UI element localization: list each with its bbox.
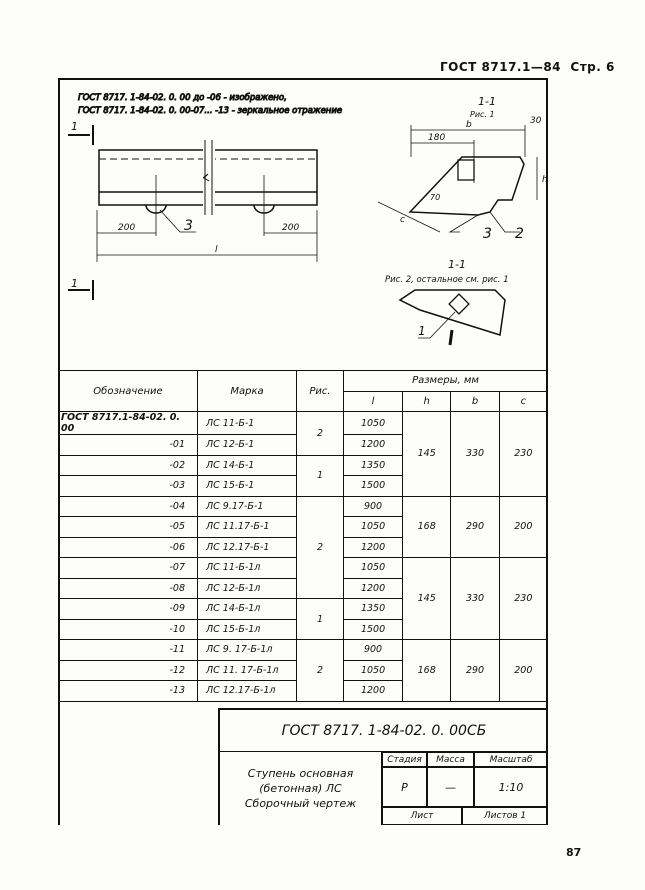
b-cell: 330	[451, 558, 499, 640]
title-block	[218, 708, 548, 825]
mark-cell: ЛС 12.17-Б-1	[198, 537, 297, 558]
scale-label: Масштаб	[474, 752, 548, 767]
designation-cell: -09	[59, 599, 198, 620]
fig-cell: 2	[297, 496, 344, 599]
col-designation: Обозначение	[59, 371, 198, 412]
mark-cell: ЛС 12-Б-1л	[198, 578, 297, 599]
note-line-1: ГОСТ 8717. 1-84-02. 0. 00 до -06 - изображено,	[78, 93, 287, 103]
dim-c: c	[400, 215, 405, 225]
table-row	[59, 640, 548, 661]
h-cell: 168	[403, 496, 451, 558]
col-h: h	[403, 391, 451, 412]
b-cell: 330	[451, 412, 499, 497]
c-cell: 230	[499, 412, 547, 497]
l-cell: 1200	[344, 435, 403, 456]
l-cell: 1200	[344, 681, 403, 702]
c-cell: 200	[499, 496, 547, 558]
designation-cell: -05	[59, 517, 198, 538]
fig-cell: 2	[297, 640, 344, 702]
fig-cell: 1	[297, 455, 344, 496]
l-cell: 1350	[344, 599, 403, 620]
designation-cell: -03	[59, 476, 198, 497]
col-l: l	[344, 391, 403, 412]
dim-30: 30	[530, 116, 542, 126]
step-section-fig1	[410, 157, 524, 215]
callout-2: 2	[515, 226, 524, 242]
section-mark-top: 1	[71, 120, 78, 133]
l-cell: 1050	[344, 517, 403, 538]
mark-cell: ЛС 11. 17-Б-1л	[198, 660, 297, 681]
mark-cell: ЛС 9. 17-Б-1л	[198, 640, 297, 661]
b-cell: 290	[451, 496, 499, 558]
designation-cell: -11	[59, 640, 198, 661]
l-cell: 1200	[344, 578, 403, 599]
fig-cell: 2	[297, 412, 344, 456]
step-section-fig2	[400, 290, 505, 335]
b-cell: 290	[451, 640, 499, 702]
mark-cell: ЛС 12.17-Б-1л	[198, 681, 297, 702]
name-line-2: (бетонная) ЛС	[259, 782, 342, 795]
fig1-caption: Рис. 1	[470, 110, 495, 119]
dim-180: 180	[428, 133, 446, 143]
designation-cell: -10	[59, 619, 198, 640]
l-cell: 900	[344, 640, 403, 661]
page-number: 87	[566, 846, 582, 859]
designation-cell: -06	[59, 537, 198, 558]
mark-cell: ЛС 11-Б-1л	[198, 558, 297, 579]
mark-cell: ЛС 14-Б-1	[198, 455, 297, 476]
beam-elevation	[99, 140, 317, 215]
l-cell: 1050	[344, 660, 403, 681]
elements-table	[58, 370, 548, 702]
mark-cell: ЛС 12-Б-1	[198, 435, 297, 456]
designation-cell: -12	[59, 660, 198, 681]
fig2-caption: Рис. 2, остальное см. рис. 1	[385, 275, 509, 285]
l-cell: 1050	[344, 558, 403, 579]
mass-value: —	[427, 767, 474, 807]
sheet-label: Лист	[382, 807, 462, 825]
l-cell: 1200	[344, 537, 403, 558]
designation-cell: -13	[59, 681, 198, 702]
col-b: b	[451, 391, 499, 412]
drawing-designation: ГОСТ 8717. 1-84-02. 0. 00СБ	[220, 710, 548, 752]
designation-cell: -07	[59, 558, 198, 579]
designation-cell: -08	[59, 578, 198, 599]
fig1-title: 1-1	[478, 95, 496, 108]
designation-cell: ГОСТ 8717.1-84-02. 0. 00	[59, 412, 198, 435]
standard-number: ГОСТ 8717.1—84	[440, 60, 562, 74]
mark-cell: ЛС 9.17-Б-1	[198, 496, 297, 517]
name-line-1: Ступень основная	[247, 767, 354, 780]
l-cell: 900	[344, 496, 403, 517]
mark-cell: ЛС 15-Б-1л	[198, 619, 297, 640]
name-line-3: Сборочный чертеж	[244, 797, 357, 810]
designation-cell: -04	[59, 496, 198, 517]
table-row	[59, 412, 548, 435]
dim-200-left: 200	[118, 223, 136, 233]
stage-label: Стадия	[382, 752, 427, 767]
l-cell: 1050	[344, 412, 403, 435]
assembly-drawing	[0, 0, 645, 370]
h-cell: 168	[403, 640, 451, 702]
scale-value: 1:10	[474, 767, 548, 807]
note-line-2: ГОСТ 8717. 1-84-02. 0. 00-07... -13 - зеркальное отражение	[78, 106, 343, 116]
dim-200-right: 200	[282, 223, 300, 233]
table-row	[59, 496, 548, 517]
l-cell: 1500	[344, 476, 403, 497]
h-cell: 145	[403, 412, 451, 497]
callout-1: 1	[418, 324, 426, 338]
callout-3: 3	[184, 218, 193, 234]
designation-cell: -02	[59, 455, 198, 476]
mark-cell: ЛС 11.17-Б-1	[198, 517, 297, 538]
dim-b: b	[466, 120, 472, 130]
dim-l: l	[215, 245, 218, 255]
callout-3-section: 3	[483, 226, 492, 242]
dim-h: h	[542, 175, 548, 185]
fig2-title: 1-1	[448, 258, 466, 271]
col-fig: Рис.	[297, 371, 344, 412]
col-sizes: Размеры, мм	[344, 371, 548, 392]
h-cell: 145	[403, 558, 451, 640]
col-c: c	[499, 391, 547, 412]
mark-cell: ЛС 11-Б-1	[198, 412, 297, 435]
stage-value: Р	[382, 767, 427, 807]
mark-cell: ЛС 15-Б-1	[198, 476, 297, 497]
page-label: Стр. 6	[570, 60, 615, 74]
c-cell: 230	[499, 558, 547, 640]
dim-70: 70	[430, 193, 441, 202]
c-cell: 200	[499, 640, 547, 702]
fig-cell: 1	[297, 599, 344, 640]
section-mark-bottom: 1	[71, 277, 78, 290]
sheets-label: Листов 1	[462, 807, 548, 825]
col-mark: Марка	[198, 371, 297, 412]
drawing-name	[220, 752, 382, 825]
mass-label: Масса	[427, 752, 474, 767]
l-cell: 1350	[344, 455, 403, 476]
mark-cell: ЛС 14-Б-1л	[198, 599, 297, 620]
designation-cell: -01	[59, 435, 198, 456]
l-cell: 1500	[344, 619, 403, 640]
